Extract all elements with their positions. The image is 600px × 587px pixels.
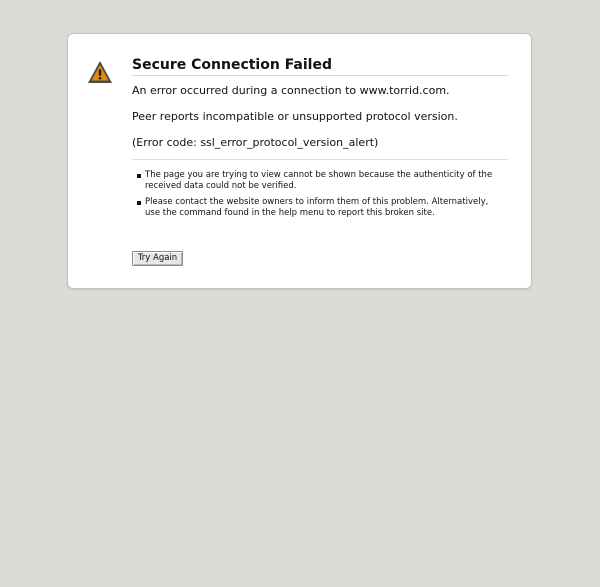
try-again-button[interactable]: Try Again	[132, 251, 183, 266]
advice-list	[132, 170, 502, 224]
bullet-icon	[137, 201, 141, 205]
advice-text: Please contact the website owners to inform them of this problem. Alternatively, use the command found in the help menu to report this broken site.	[145, 197, 489, 218]
bullet-icon	[137, 174, 141, 178]
error-code: (Error code: ssl_error_protocol_version_alert)	[132, 136, 379, 149]
advice-item	[132, 170, 502, 192]
warning-icon	[87, 59, 113, 85]
advice-item	[132, 197, 502, 219]
advice-text: The page you are trying to view cannot be shown because the authenticity of the received data could not be verified.	[145, 170, 493, 191]
error-page-container	[67, 33, 532, 289]
error-long-description: Peer reports incompatible or unsupported protocol version.	[132, 110, 458, 123]
error-title: Secure Connection Failed	[132, 56, 508, 76]
content-divider	[132, 159, 508, 160]
error-short-description: An error occurred during a connection to www.torrid.com.	[132, 84, 450, 97]
